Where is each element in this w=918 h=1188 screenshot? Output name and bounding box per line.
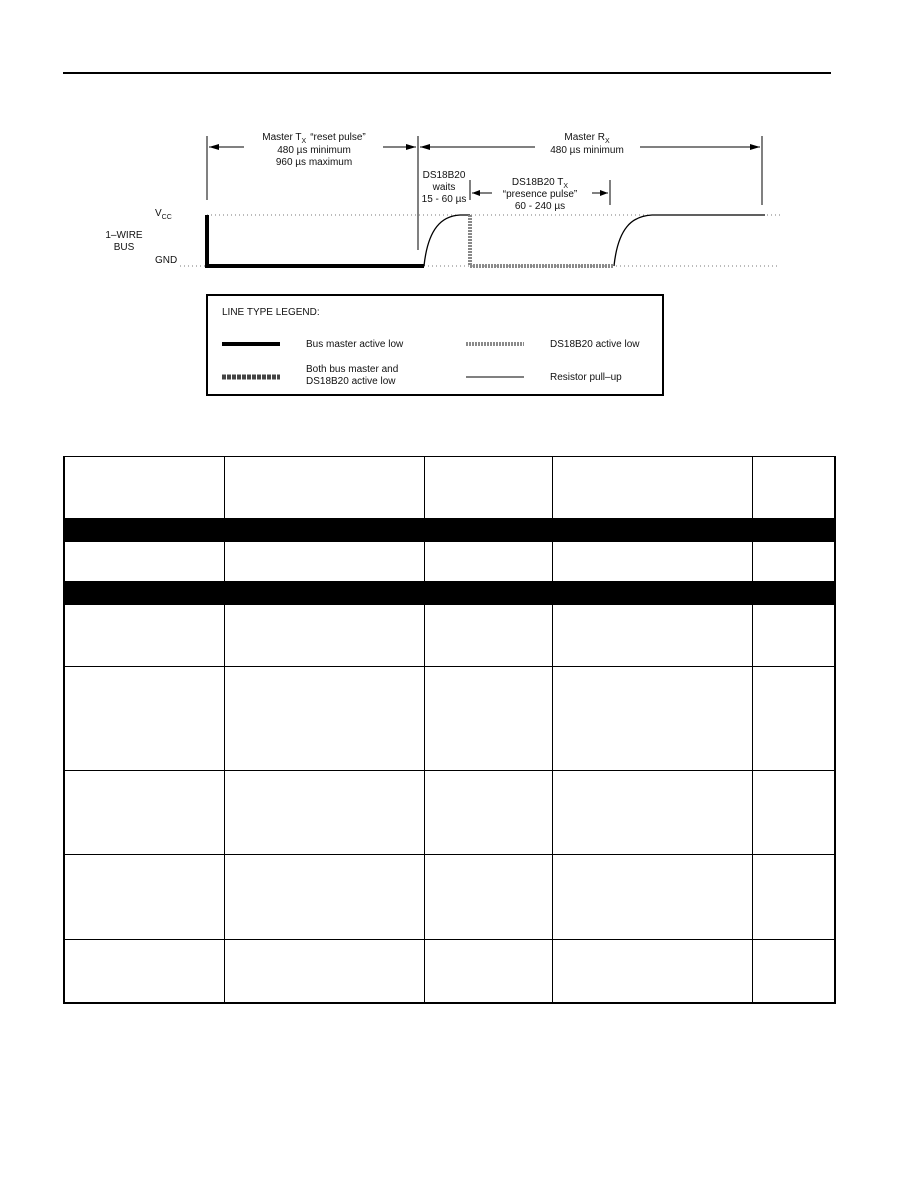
table-row <box>64 667 835 771</box>
bus-label-2: BUS <box>113 242 135 253</box>
master-rx-label: Master $R_X$ <box>564 132 610 145</box>
table-row <box>64 855 835 940</box>
spec-table <box>63 456 836 1004</box>
legend-label-bus-master: Bus master active low <box>306 339 404 350</box>
table-section-band <box>64 519 835 542</box>
master-tx-label: Master $T_X$ “reset pulse” <box>262 132 366 145</box>
presence-label: DS18B20 $T_X$ <box>511 177 569 190</box>
wait-range-label: 15 - 60 µs <box>421 194 467 205</box>
presence-range-label: 60 - 240 µs <box>514 201 566 212</box>
rx-min-label: 480 µs minimum <box>550 145 624 156</box>
legend-label-ds-active: DS18B20 active low <box>550 339 640 350</box>
wait-label-2: waits <box>432 182 456 193</box>
pullup-curve-2 <box>614 215 765 266</box>
table-row <box>64 771 835 855</box>
bus-label-1: 1–WIRE <box>105 230 143 241</box>
line-type-legend <box>206 294 664 396</box>
vcc-label: $V_{CC}$ <box>155 208 172 221</box>
gnd-label: GND <box>155 255 178 266</box>
table-row <box>64 542 835 582</box>
legend-title: LINE TYPE LEGEND: <box>222 307 320 318</box>
table-row <box>64 940 835 1003</box>
table-section-band <box>64 582 835 605</box>
table-header-row <box>64 457 835 519</box>
legend-label-both-1: Both bus master and <box>306 364 399 375</box>
table-row <box>64 605 835 667</box>
legend-graphic <box>208 296 662 394</box>
wait-label-1: DS18B20 <box>422 170 466 181</box>
pullup-curve-1 <box>424 215 470 266</box>
legend-label-both-2: DS18B20 active low <box>306 376 396 387</box>
legend-label-pullup: Resistor pull–up <box>550 372 622 383</box>
reset-min-label: 480 µs minimum <box>277 145 351 156</box>
presence-pulse-label: “presence pulse” <box>502 189 578 200</box>
bus-master-low-waveform <box>207 215 424 266</box>
reset-max-label: 960 µs maximum <box>275 157 353 168</box>
